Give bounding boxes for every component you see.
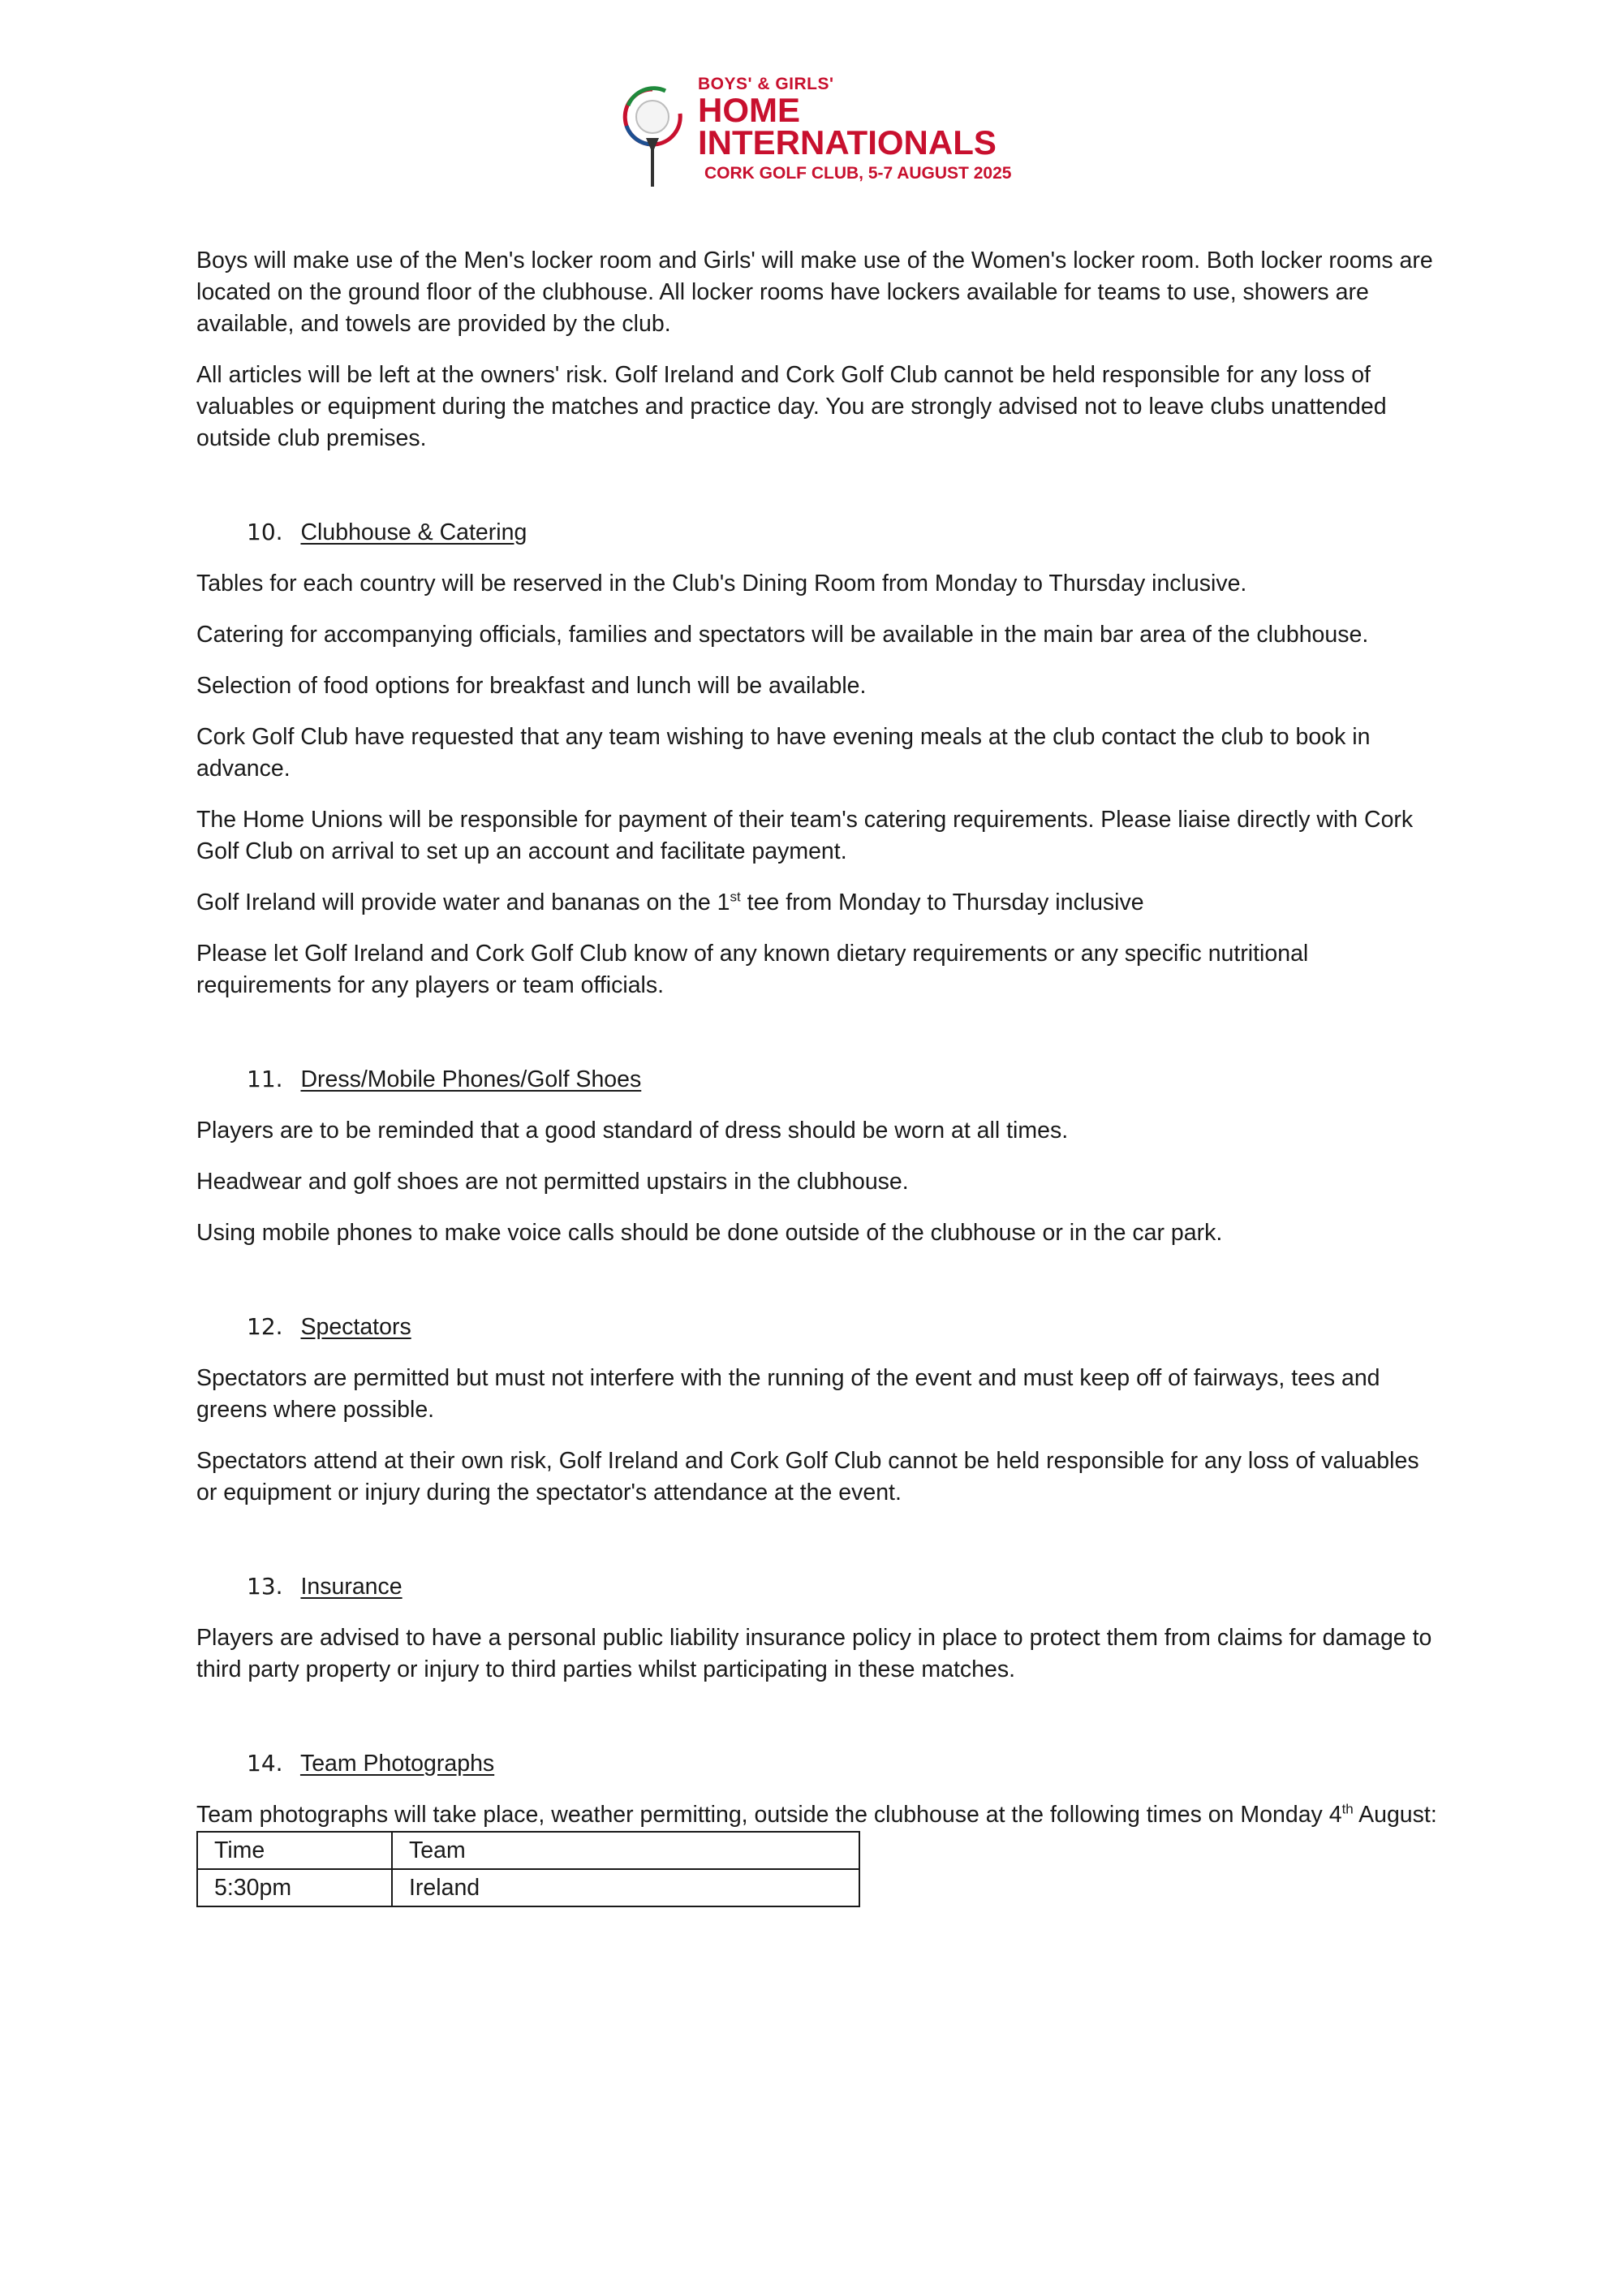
- section-number: 14.: [247, 1750, 283, 1777]
- cell-time: 5:30pm: [197, 1869, 392, 1906]
- section-number: 12.: [247, 1313, 283, 1340]
- logo-line-3: INTERNATIONALS: [698, 123, 997, 162]
- text-run: Team photographs will take place, weather permitting, outside the clubhouse at the following times on Monday 4: [196, 1802, 1342, 1828]
- s10-paragraph-4: Cork Golf Club have requested that any team wishing to have evening meals at the club contact the club to book in advance.: [196, 724, 1371, 782]
- intro-paragraph-2: All articles will be left at the owners' risk. Golf Ireland and Cork Golf Club cannot be held responsible for any loss of valuables or equipment during the matches and practice day. You are strongly advised not to leave clubs unattended outside club premises.: [196, 362, 1387, 451]
- section-title: Insurance: [300, 1574, 403, 1600]
- s12-paragraph-1: Spectators are permitted but must not interfere with the running of the event and must keep off of fairways, tees and greens where possible.: [196, 1365, 1380, 1423]
- ordinal-suffix: th: [1341, 1801, 1354, 1817]
- logo-line-1: BOYS' & GIRLS': [698, 75, 834, 93]
- s10-paragraph-5: The Home Unions will be responsible for payment of their team's catering requirements. Please liaise directly with Cork Golf Club on arrival to set up an account and facilitate payment.: [196, 807, 1414, 864]
- s14-paragraph-1: [196, 1799, 1438, 1831]
- section-number: 10.: [247, 519, 283, 545]
- section-10-heading: [247, 516, 1438, 549]
- section-number: 11.: [247, 1066, 283, 1092]
- s11-paragraph-1: Players are to be reminded that a good standard of dress should be worn at all times.: [196, 1118, 1069, 1144]
- section-title: Dress/Mobile Phones/Golf Shoes: [300, 1066, 642, 1092]
- section-12-heading: [247, 1311, 1438, 1343]
- section-13-heading: [247, 1570, 1438, 1603]
- intro-paragraph-1: Boys will make use of the Men's locker room and Girls' will make use of the Women's locker room. Both locker rooms are located on the ground floor of the clubhouse. All locker rooms have lockers available for teams to use, showers are available, and towels are provided by the club.: [196, 248, 1433, 337]
- text-run: tee from Monday to Thursday inclusive: [740, 890, 1144, 915]
- section-number: 13.: [247, 1573, 283, 1600]
- s10-paragraph-7: Please let Golf Ireland and Cork Golf Club know of any known dietary requirements or any specific nutritional requirements for any players or team officials.: [196, 941, 1309, 998]
- s10-paragraph-1: Tables for each country will be reserved in the Club's Dining Room from Monday to Thursday inclusive.: [196, 571, 1247, 597]
- s10-paragraph-3: Selection of food options for breakfast and lunch will be available.: [196, 673, 867, 699]
- document-body: [196, 245, 1438, 1907]
- s13-paragraph-1: Players are advised to have a personal public liability insurance policy in place to protect them from claims for damage to third party property or injury to third parties whilst participating in these matches.: [196, 1625, 1432, 1682]
- column-header-team: Team: [392, 1832, 859, 1869]
- logo-line-2: HOME: [698, 91, 800, 129]
- s12-paragraph-2: Spectators attend at their own risk, Golf Ireland and Cork Golf Club cannot be held responsible for any loss of valuables or equipment or injury during the spectator's attendance at the event.: [196, 1448, 1419, 1506]
- text-run: Golf Ireland will provide water and bananas on the 1: [196, 890, 730, 915]
- section-11-heading: [247, 1063, 1438, 1096]
- ordinal-suffix: st: [730, 889, 741, 905]
- section-title: Clubhouse & Catering: [300, 519, 527, 545]
- section-14-heading: [247, 1747, 1438, 1780]
- s11-paragraph-2: Headwear and golf shoes are not permitted upstairs in the clubhouse.: [196, 1169, 909, 1195]
- s10-paragraph-6: [196, 887, 1438, 919]
- section-title: Spectators: [300, 1314, 411, 1340]
- logo-line-4: CORK GOLF CLUB, 5-7 AUGUST 2025: [704, 164, 1012, 183]
- team-photo-schedule-table: [196, 1831, 860, 1907]
- cell-team: Ireland: [392, 1869, 859, 1906]
- table-row: [197, 1869, 859, 1906]
- s10-paragraph-2: Catering for accompanying officials, families and spectators will be available in the main bar area of the clubhouse.: [196, 622, 1369, 648]
- column-header-time: Time: [197, 1832, 392, 1869]
- table-header-row: [197, 1832, 859, 1869]
- s11-paragraph-3: Using mobile phones to make voice calls should be done outside of the clubhouse or in the car park.: [196, 1220, 1223, 1246]
- event-logo: [617, 75, 1071, 196]
- golf-ball-tee-icon: [617, 81, 688, 195]
- text-run: August:: [1353, 1802, 1437, 1828]
- section-title: Team Photographs: [299, 1751, 495, 1777]
